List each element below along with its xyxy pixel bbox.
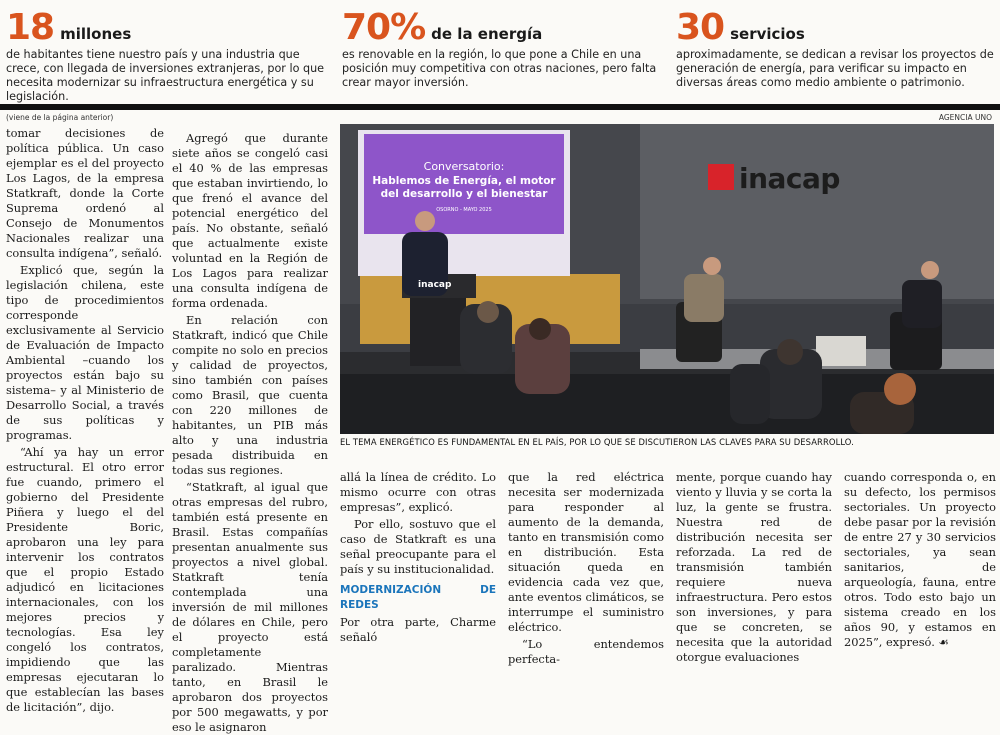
article-column-4 [508,470,664,666]
event-photo [340,124,994,434]
paragraph: Explicó que, según la legislación chilena, este tipo de procedimientos corresponde exclusivamente al Servicio de Evaluación de Impacto Ambiental –cuando los proyectos están bajo su sistema– y al Ministerio de Desarrollo Social, a través de sus políticas y programas. [6,263,164,442]
stat-description: aproximadamente, se dedican a revisar los proyectos de generación de energía, para verificar su impacto en diversas áreas como medio ambiente o patrimonio. [676,48,994,89]
article-column-1 [6,126,164,714]
stat-number: 30 [676,7,725,48]
article-column-2 [172,131,328,734]
paragraph: “Lo entendemos perfecta- [508,637,664,666]
paragraph: que la red eléctrica necesita ser modernizada para responder al aumento de la demanda, tanto en transmisión como en distribución. Esta situación queda en evidencia cada vez que, ante eventos climáticos, se interrumpe el suministro eléctrico. [508,470,664,634]
paragraph: mente, porque cuando hay viento y lluvia y se corta la luz, la gente se frustra. Nuestra red de distribución necesita ser reforzada. La red de transmisión también requiere nueva infraestructura. Pero estos son inversiones, y para que se concreten, se necesita que la autoridad otorgue evaluaciones [676,470,832,664]
stat-unit: millones [60,25,132,43]
paragraph: En relación con Statkraft, indicó que Chile compite no solo en precios y calidad de proyectos, sino también con países como Brasil, que cuenta con 220 millones de habitantes, un PIB más alto y una industria pesada distribuida en todas sus regiones. [172,313,328,477]
lectern-logo: inacap [418,280,452,290]
section-subhead: MODERNIZACIÓN DE REDES [340,584,496,611]
paragraph: tomar decisiones de política pública. Un caso ejemplar es el del proyecto Los Lagos, de la empresa Statkraft, donde la Corte Suprema ordenó al Consejo de Monumentos Nacionales realizar una consulta indígena”, señaló. [6,126,164,260]
stat-block-population [6,8,326,104]
article-column-5 [676,470,832,664]
stat-description: es renovable en la región, lo que pone a Chile en una posición muy competitiva con otras naciones, pero falta crear mayor inversión. [342,48,657,89]
article-column-6 [844,470,996,649]
photo-caption: EL TEMA ENERGÉTICO ES FUNDAMENTAL EN EL PAÍS, POR LO QUE SE DISCUTIERON LAS CLAVES PARA SU DESARROLLO. [340,437,854,447]
stat-number: 18 [6,7,55,48]
stat-unit: servicios [730,25,805,43]
article-column-3 [340,470,496,644]
stat-unit: de la energía [431,25,543,43]
section-divider [0,104,1000,110]
screen-headline: Hablemos de Energía, el motor del desarrollo y el bienestar [372,175,556,200]
stat-block-services [676,8,994,104]
photo-credit: AGENCIA UNO [938,113,992,122]
stat-block-renewable [342,8,660,104]
stat-description: de habitantes tiene nuestro país y una industria que crece, con llegada de inversiones extranjeras, por lo que necesita modernizar su infraestructura energética y su legislación. [6,48,325,103]
paragraph: “Statkraft, al igual que otras empresas del rubro, también está presente en Brasil. Estas compañías presentan anualmente sus proyectos a nivel global. Statkraft tenía contemplada una inversión de mil millones de dólares en Chile, pero el proyecto está completamente paralizado. Mientras tanto, en Brasil le aprobaron dos proyectos por 500 megawatts, y por eso le asignaron [172,480,328,734]
projection-screen [364,134,564,234]
paragraph: Agregó que durante siete años se congeló casi el 40 % de las empresas que estaban invirtiendo, lo que frenó el avance del potencial energético del país. No obstante, señaló que actualmente existe voluntad en la Región de Los Lagos para realizar una consulta indígena de forma ordenada. [172,131,328,310]
stat-number: 70% [342,7,426,48]
paragraph: Por ello, sostuvo que el caso de Statkraft es una señal preocupante para el país y su institucionalidad. [340,517,496,576]
inacap-wall-logo: inacap [739,162,840,195]
continued-note: (viene de la página anterior) [6,113,114,122]
screen-title: Conversatorio: [423,160,505,173]
paragraph: “Ahí ya hay un error estructural. El otro error fue cuando, primero el gobierno del Presidente Piñera y luego el del Presidente Boric, aprobaron una ley para intervenir los contratos que el propio Estado adjudicó en licitaciones internacionales, con los mejores precios y tecnologías. Esa ley congeló los contratos, impidiendo que las empresas ejecutaran lo que establecían las bases de licitación”, dijo. [6,445,164,714]
paragraph: cuando corresponda o, en su defecto, los permisos sectoriales. Un proyecto debe pasar por la revisión de entre 27 y 30 servicios sectoriales, ya sean sanitarios, de arqueología, fauna, entre otros. Todo esto bajo un sistema creado en los años 90, y estamos en 2025”, expresó. ☙ [844,470,996,649]
paragraph: Por otra parte, Charme señaló [340,615,496,644]
screen-subtitle: OSORNO - MAYO 2025 [436,207,492,213]
paragraph: allá la línea de crédito. Lo mismo ocurre con otras empresas”, explicó. [340,470,496,514]
